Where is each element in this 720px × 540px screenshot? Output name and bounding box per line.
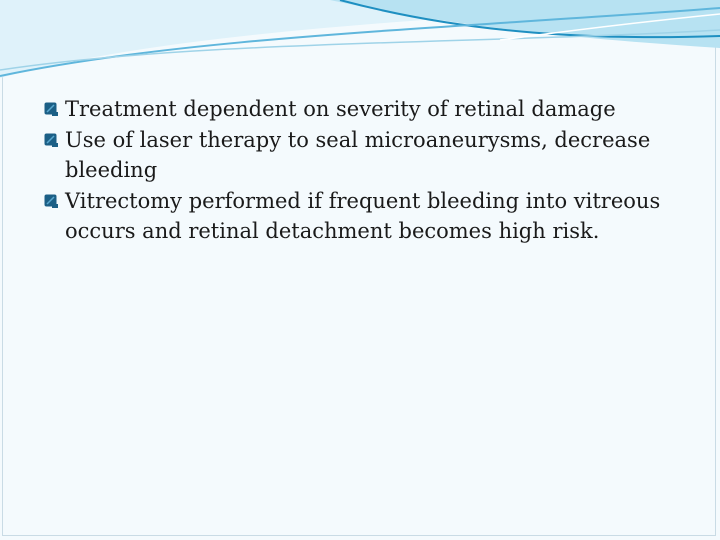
bullet-item — [44, 186, 694, 247]
bullet-text: Vitrectomy performed if frequent bleeding into vitreous occurs and retinal detachment becomes high risk. — [65, 188, 661, 243]
bullet-text: Treatment dependent on severity of retinal damage — [65, 97, 616, 121]
header-swoosh-decoration — [0, 0, 720, 90]
q-bullet-icon — [44, 133, 58, 147]
bullet-item — [44, 94, 694, 125]
q-bullet-icon — [44, 194, 58, 208]
bullet-item — [44, 125, 694, 186]
bullet-text: Use of laser therapy to seal microaneurysms, decrease bleeding — [65, 127, 651, 182]
bullet-list — [44, 94, 694, 247]
q-bullet-icon — [44, 102, 58, 116]
